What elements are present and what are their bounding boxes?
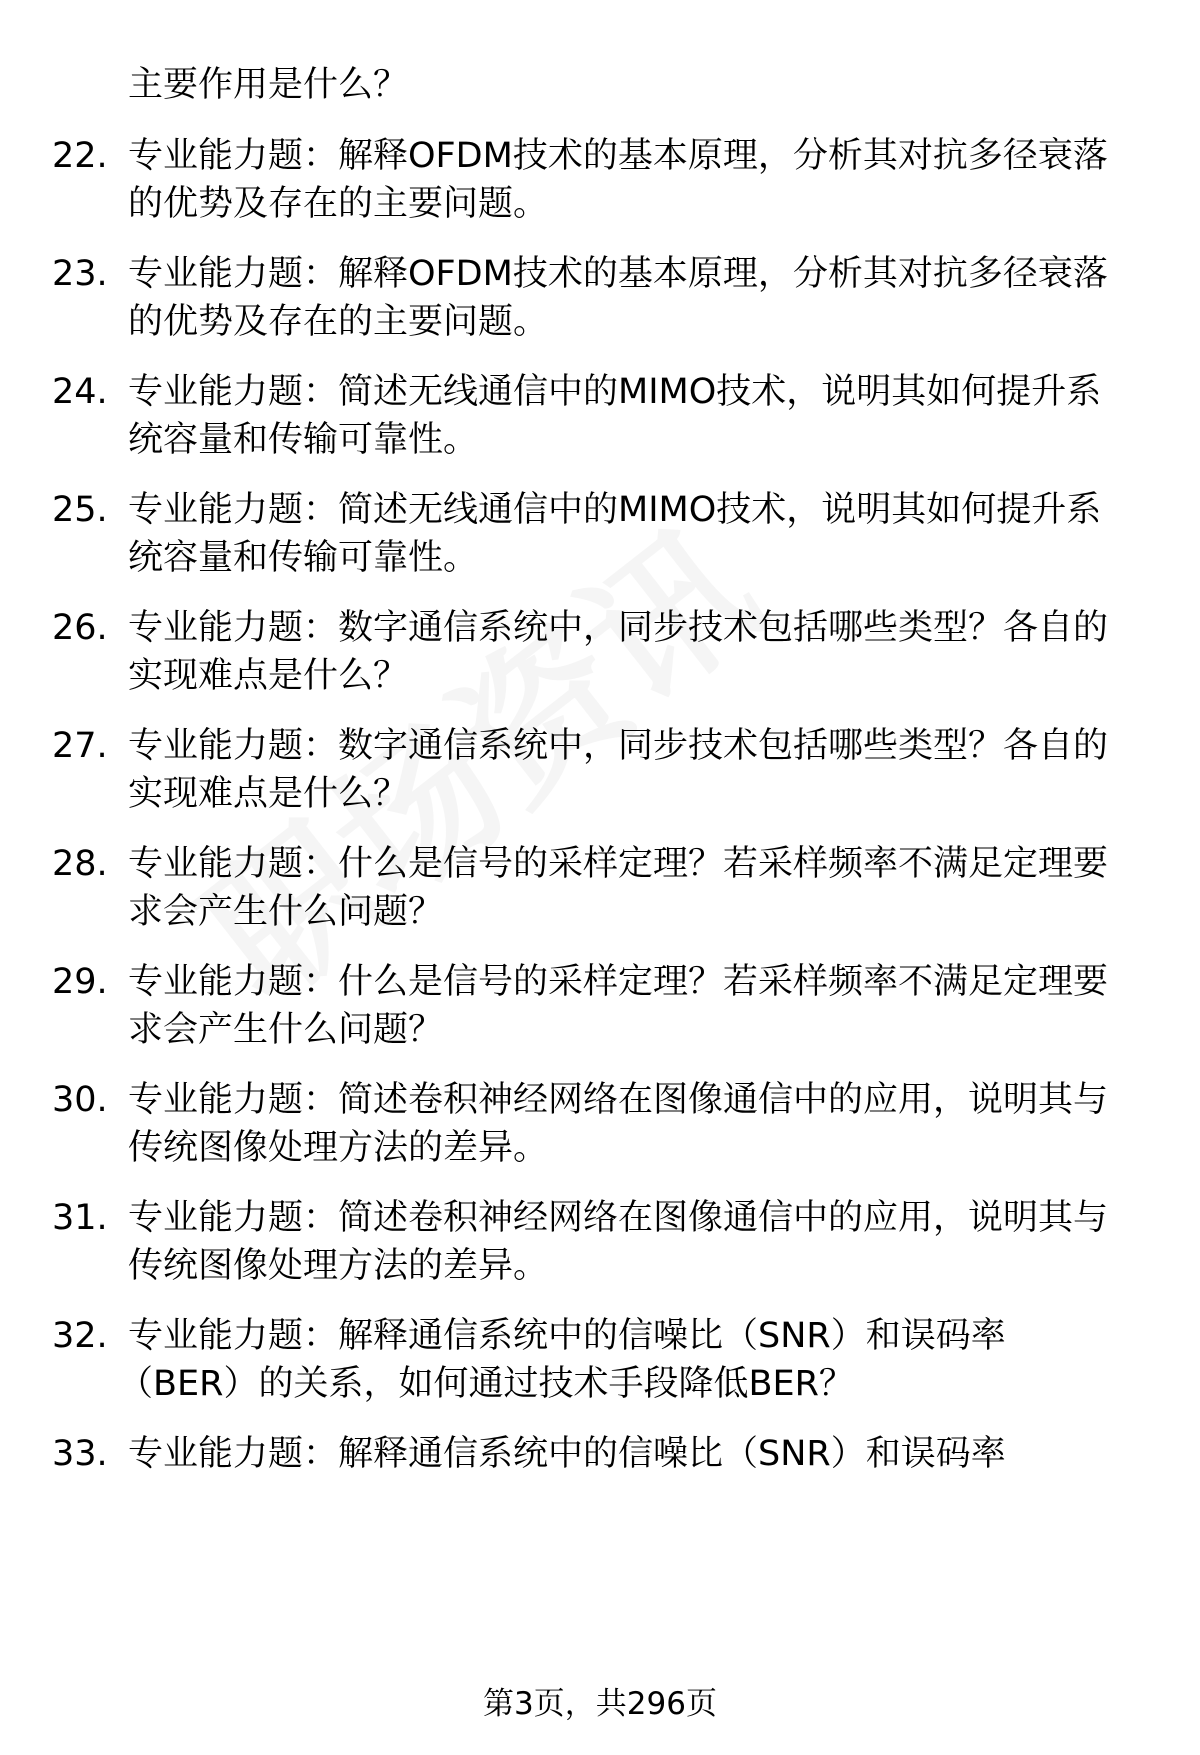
item-line: 传统图像处理方法的差异。	[128, 1128, 549, 1168]
item-number: 24.	[52, 372, 108, 412]
item-number: 26.	[52, 608, 108, 648]
item-line: 传统图像处理方法的差异。	[128, 1246, 549, 1286]
item-number: 33.	[52, 1434, 108, 1474]
item-line: 专业能力题：简述卷积神经网络在图像通信中的应用，说明其与	[128, 1198, 1109, 1238]
item-line: 求会产生什么问题？	[128, 892, 444, 932]
item-line: 实现难点是什么？	[128, 656, 409, 696]
item-line: 专业能力题：数字通信系统中，同步技术包括哪些类型？各自的	[128, 726, 1109, 766]
item-number: 32.	[52, 1316, 108, 1356]
item-number: 31.	[52, 1198, 108, 1238]
item-number: 23.	[52, 254, 108, 294]
item-line: 实现难点是什么？	[128, 774, 409, 814]
item-line: （BER）的关系，如何通过技术手段降低BER？	[118, 1364, 854, 1404]
item-line: 专业能力题：简述无线通信中的MIMO技术，说明其如何提升系	[128, 490, 1102, 530]
item-line: 的优势及存在的主要问题。	[128, 302, 549, 342]
item-line: 的优势及存在的主要问题。	[128, 184, 549, 224]
item-number: 28.	[52, 844, 108, 884]
item-number: 25.	[52, 490, 108, 530]
item-line: 专业能力题：解释OFDM技术的基本原理，分析其对抗多径衰落	[128, 254, 1108, 294]
page-footer: 第3页，共296页	[483, 1686, 717, 1722]
item-line: 专业能力题：简述无线通信中的MIMO技术，说明其如何提升系	[128, 372, 1102, 412]
item-number: 30.	[52, 1080, 108, 1120]
item-number: 29.	[52, 962, 108, 1002]
item-line: 专业能力题：数字通信系统中，同步技术包括哪些类型？各自的	[128, 608, 1109, 648]
item-line: 专业能力题：解释OFDM技术的基本原理，分析其对抗多径衰落	[128, 136, 1108, 176]
item-number: 22.	[52, 136, 108, 176]
continuation-text: 主要作用是什么？	[128, 65, 409, 105]
item-line: 专业能力题：解释通信系统中的信噪比（SNR）和误码率	[128, 1434, 1006, 1474]
item-line: 统容量和传输可靠性。	[128, 420, 479, 460]
item-line: 专业能力题：什么是信号的采样定理？若采样频率不满足定理要	[128, 962, 1109, 1002]
item-line: 统容量和传输可靠性。	[128, 538, 479, 578]
item-line: 专业能力题：什么是信号的采样定理？若采样频率不满足定理要	[128, 844, 1109, 884]
item-line: 求会产生什么问题？	[128, 1010, 444, 1050]
item-line: 专业能力题：简述卷积神经网络在图像通信中的应用，说明其与	[128, 1080, 1109, 1120]
item-number: 27.	[52, 726, 108, 766]
item-line: 专业能力题：解释通信系统中的信噪比（SNR）和误码率	[128, 1316, 1006, 1356]
